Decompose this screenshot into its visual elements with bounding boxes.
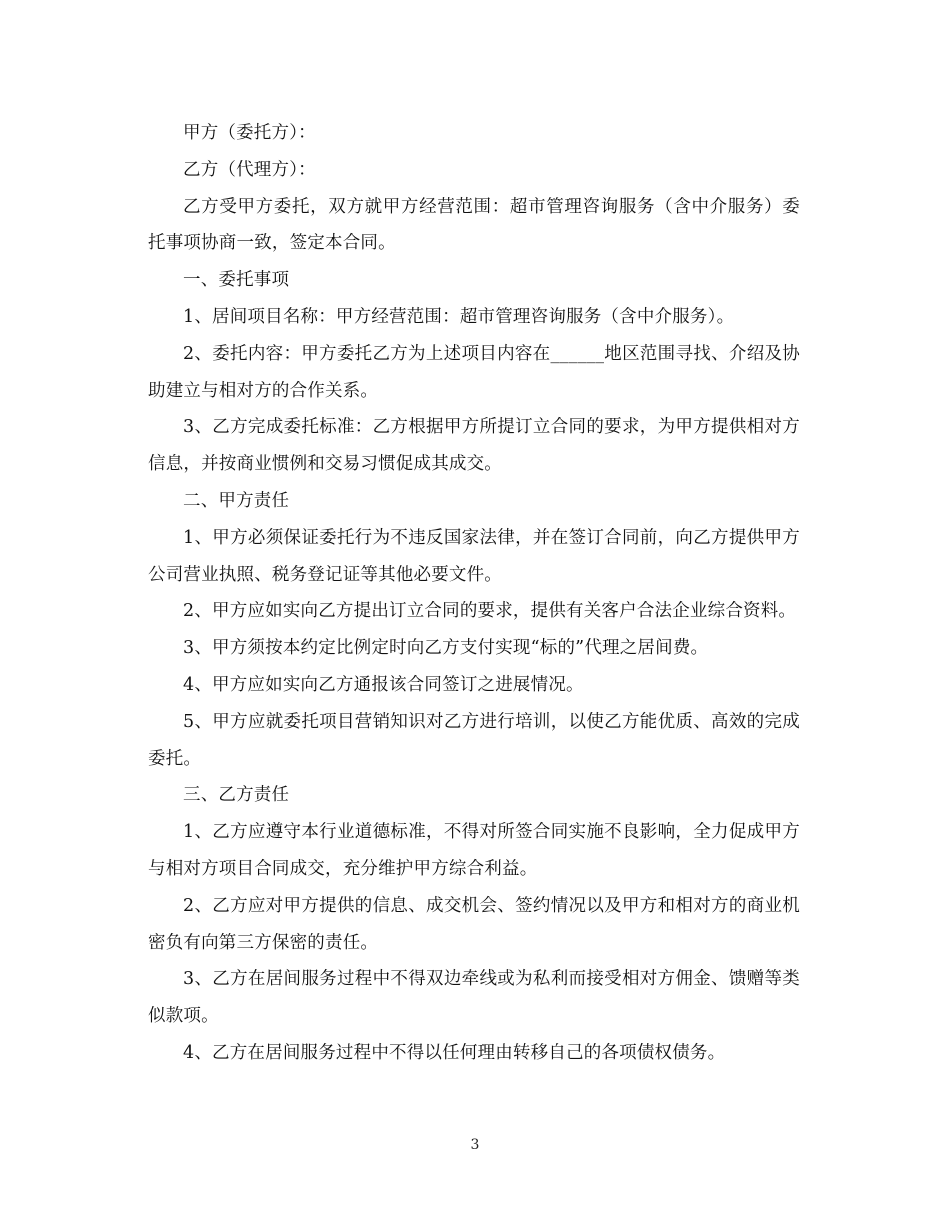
clause-2-1: 1、甲方必须保证委托行为不违反国家法律，并在签订合同前，向乙方提供甲方公司营业执照、税务登记证等其他必要文件。: [148, 527, 800, 585]
clause-2-2: 2、甲方应如实向乙方提出订立合同的要求，提供有关客户合法企业综合资料。: [183, 601, 797, 622]
document-body: [148, 115, 800, 1072]
clause-2-3: 3、甲方须按本约定比例定时向乙方支付实现“标的”代理之居间费。: [183, 638, 709, 659]
section-heading-party-b-duties: 三、乙方责任: [183, 785, 290, 806]
clause-1-2: 2、委托内容：甲方委托乙方为上述项目内容在______地区范围寻找、介绍及协助建立与相对方的合作关系。: [148, 343, 800, 401]
clause-3-1: 1、乙方应遵守本行业道德标准，不得对所签合同实施不良影响，全力促成甲方与相对方项目合同成交，充分维护甲方综合利益。: [148, 822, 800, 879]
party-a-line: 甲方（委托方）：: [183, 123, 316, 143]
party-b-line: 乙方（代理方）：: [183, 159, 316, 180]
page-number: 3: [470, 1137, 480, 1153]
clause-2-4: 4、甲方应如实向乙方通报该合同签订之进展情况。: [183, 674, 584, 695]
section-heading-entrusted-matters: 一、委托事项: [183, 270, 290, 291]
section-heading-party-a-duties: 二、甲方责任: [183, 490, 290, 511]
clause-1-3: 3、乙方完成委托标准：乙方根据甲方所提订立合同的要求，为甲方提供相对方信息，并按商业惯例和交易习惯促成其成交。: [148, 417, 800, 475]
clause-3-2: 2、乙方应对甲方提供的信息、成交机会、签约情况以及甲方和相对方的商业机密负有向第三方保密的责任。: [148, 895, 800, 953]
clause-2-5: 5、甲方应就委托项目营销知识对乙方进行培训，以使乙方能优质、高效的完成委托。: [148, 711, 800, 769]
clause-3-3: 3、乙方在居间服务过程中不得双边牵线或为私利而接受相对方佣金、馈赠等类似款项。: [148, 969, 800, 1027]
clause-1-1: 1、居间项目名称：甲方经营范围：超市管理咨询服务（含中介服务）。: [183, 306, 735, 327]
clause-3-4: 4、乙方在居间服务过程中不得以任何理由转移自己的各项债权债务。: [183, 1042, 726, 1063]
preamble-paragraph: 乙方受甲方委托，双方就甲方经营范围：超市管理咨询服务（含中介服务）委托事项协商一致，签定本合同。: [148, 196, 800, 254]
